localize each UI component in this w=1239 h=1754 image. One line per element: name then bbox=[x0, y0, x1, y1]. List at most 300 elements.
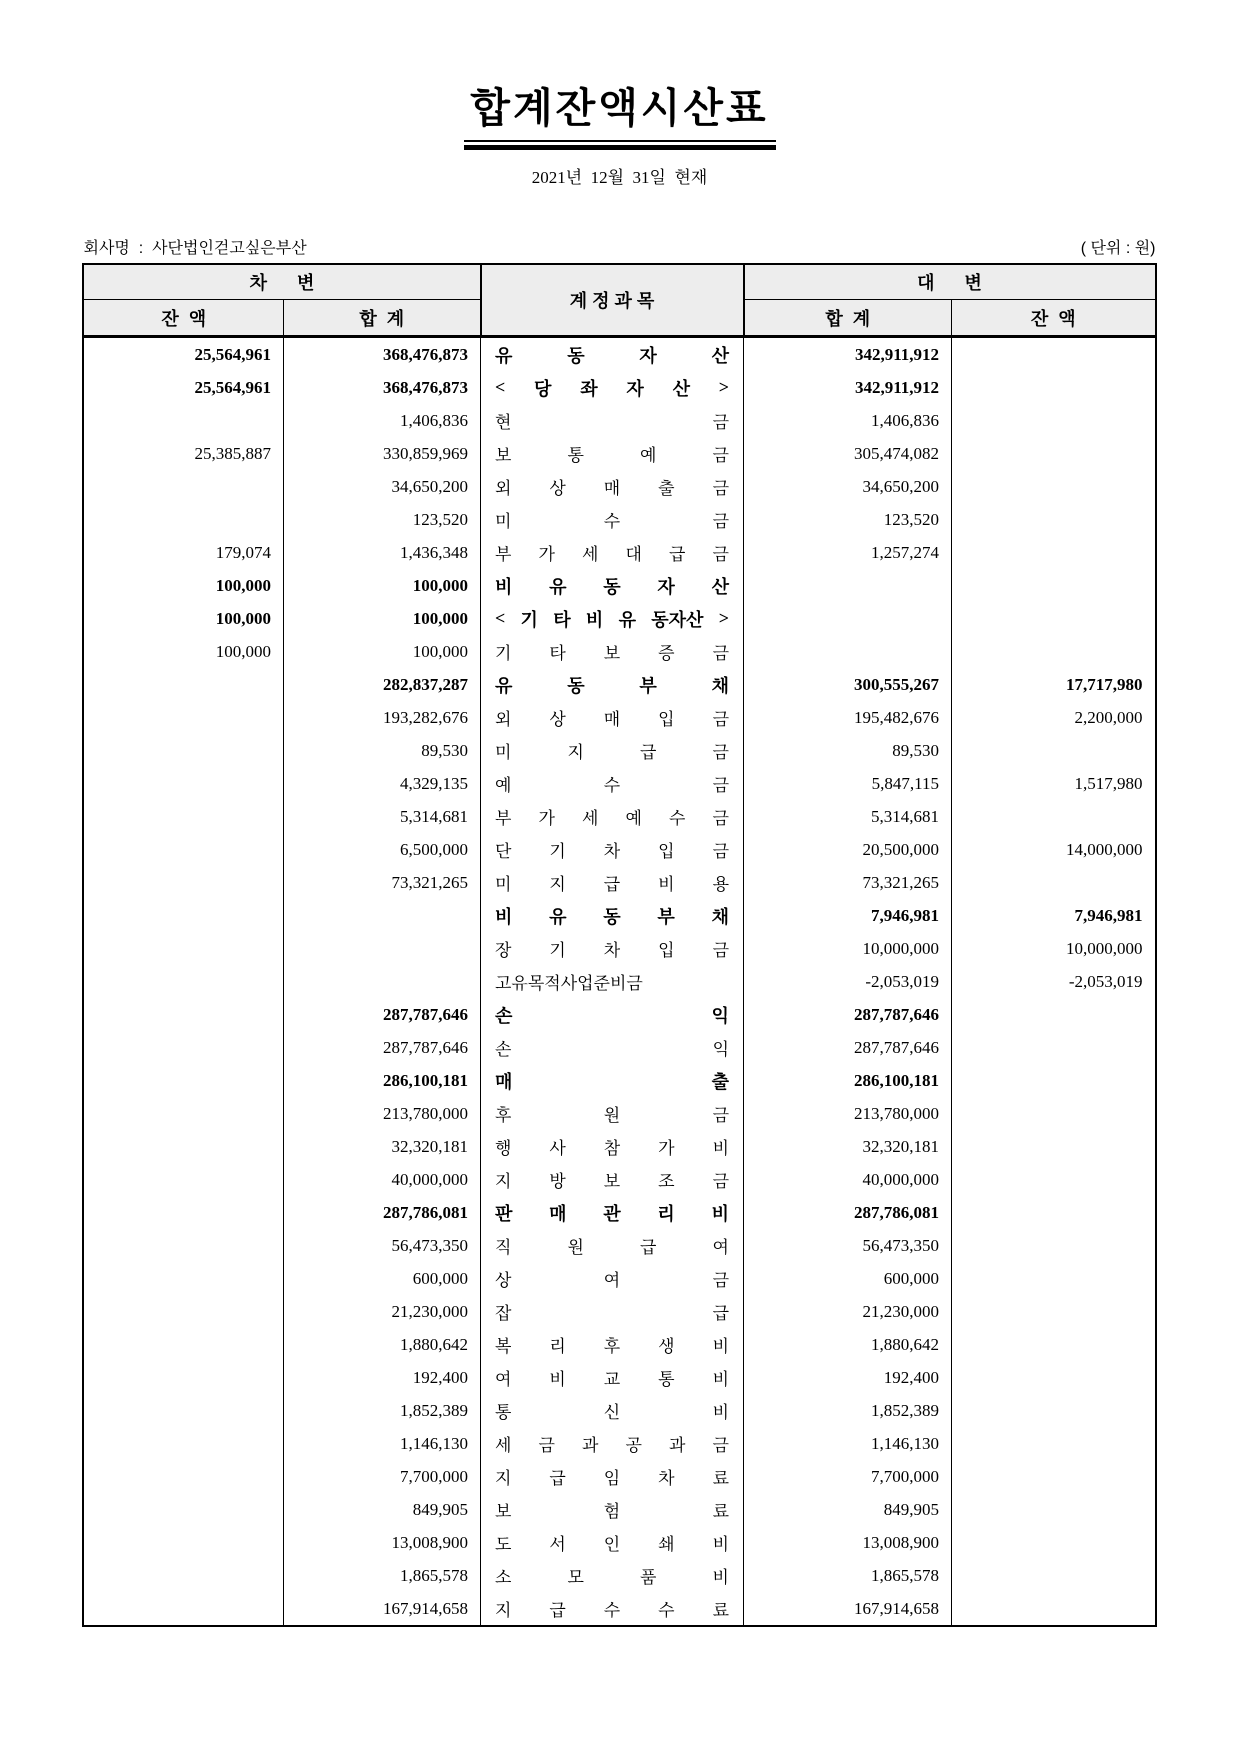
header-credit: 대 변 bbox=[744, 264, 1156, 300]
table-row bbox=[83, 602, 1155, 635]
account-name bbox=[495, 540, 729, 565]
cell-account bbox=[481, 635, 744, 668]
cell-credit-balance bbox=[952, 1361, 1156, 1394]
table-row bbox=[83, 833, 1155, 866]
cell-credit-total: 123,520 bbox=[744, 503, 952, 536]
account-char: 금 bbox=[712, 1106, 729, 1126]
account-char: 미 bbox=[495, 512, 512, 532]
header-debit-total: 합 계 bbox=[283, 300, 480, 337]
unit-label: ( 단위 : 원) bbox=[1080, 240, 1156, 258]
account-name bbox=[495, 1035, 729, 1060]
account-char: 서 bbox=[549, 1535, 566, 1555]
cell-debit-balance: 25,385,887 bbox=[83, 437, 283, 470]
account-char: 금 bbox=[712, 644, 729, 664]
table-row bbox=[83, 701, 1155, 734]
account-name bbox=[495, 1200, 729, 1226]
account-name bbox=[495, 1134, 729, 1159]
cell-credit-balance bbox=[952, 404, 1156, 437]
account-char: 매 bbox=[549, 1203, 567, 1224]
account-char: 금 bbox=[712, 1271, 729, 1291]
cell-credit-total: 1,406,836 bbox=[744, 404, 952, 437]
account-char: 세 bbox=[582, 545, 599, 565]
account-char: 타 bbox=[553, 609, 571, 630]
account-char: 보 bbox=[603, 644, 621, 664]
account-char: 손 bbox=[495, 1040, 512, 1060]
account-name bbox=[495, 408, 729, 433]
cell-debit-total: 330,859,969 bbox=[283, 437, 480, 470]
account-char: 비 bbox=[711, 1203, 729, 1224]
account-char: 금 bbox=[712, 1172, 729, 1192]
account-char: 비 bbox=[712, 1139, 729, 1159]
account-char: 금 bbox=[712, 545, 729, 565]
cell-debit-total: 100,000 bbox=[283, 569, 480, 602]
cell-credit-balance bbox=[952, 1394, 1156, 1427]
account-char: 원 bbox=[603, 1106, 621, 1126]
title-underline-thin bbox=[464, 140, 776, 142]
cell-debit-total: 1,865,578 bbox=[283, 1559, 480, 1592]
cell-credit-balance bbox=[952, 1592, 1156, 1626]
account-char: 여 bbox=[495, 1370, 512, 1390]
account-name bbox=[495, 837, 729, 862]
table-row bbox=[83, 503, 1155, 536]
account-char: 금 bbox=[538, 1436, 555, 1456]
table-header bbox=[83, 264, 1155, 337]
account-char: 소 bbox=[495, 1568, 512, 1588]
cell-account bbox=[481, 1130, 744, 1163]
cell-debit-total: 13,008,900 bbox=[283, 1526, 480, 1559]
header-credit-total: 합 계 bbox=[744, 300, 952, 337]
cell-account bbox=[481, 1163, 744, 1196]
cell-debit-balance bbox=[83, 866, 283, 899]
cell-credit-total: 73,321,265 bbox=[744, 866, 952, 899]
account-name bbox=[495, 804, 729, 829]
cell-credit-total: 849,905 bbox=[744, 1493, 952, 1526]
cell-debit-total bbox=[283, 965, 480, 998]
company-name-label: 회사명 : 사단법인걷고싶은부산 bbox=[83, 240, 307, 258]
title-underline bbox=[464, 140, 776, 150]
account-name bbox=[495, 342, 729, 368]
cell-debit-total: 34,650,200 bbox=[283, 470, 480, 503]
account-char: 예 bbox=[625, 809, 642, 829]
account-char: 유 bbox=[618, 609, 636, 630]
cell-debit-total: 6,500,000 bbox=[283, 833, 480, 866]
account-char: 금 bbox=[712, 842, 729, 862]
account-char: 유 bbox=[495, 345, 513, 366]
cell-account bbox=[481, 1196, 744, 1229]
account-char: 후 bbox=[495, 1106, 512, 1126]
cell-credit-balance bbox=[952, 569, 1156, 602]
account-char: 자 bbox=[626, 378, 644, 399]
cell-credit-balance bbox=[952, 1526, 1156, 1559]
cell-credit-total: 342,911,912 bbox=[744, 337, 952, 372]
table-row bbox=[83, 1328, 1155, 1361]
account-char: 상 bbox=[549, 710, 566, 730]
account-char: 공 bbox=[625, 1436, 642, 1456]
table-row bbox=[83, 1559, 1155, 1592]
account-char: 임 bbox=[603, 1469, 621, 1489]
table-row bbox=[83, 1526, 1155, 1559]
account-name bbox=[495, 441, 729, 466]
table-row bbox=[83, 1460, 1155, 1493]
account-char: 매 bbox=[495, 1071, 513, 1092]
cell-account bbox=[481, 701, 744, 734]
account-char: > bbox=[718, 377, 729, 398]
account-char: 급 bbox=[640, 1238, 657, 1258]
account-char: 과 bbox=[582, 1436, 599, 1456]
cell-credit-balance bbox=[952, 1328, 1156, 1361]
account-char: 지 bbox=[495, 1469, 512, 1489]
account-char: 통 bbox=[567, 446, 584, 466]
account-char: 미 bbox=[495, 875, 512, 895]
cell-credit-balance bbox=[952, 1493, 1156, 1526]
cell-credit-balance bbox=[952, 1031, 1156, 1064]
account-char: 금 bbox=[712, 512, 729, 532]
account-char: 현 bbox=[495, 413, 512, 433]
cell-debit-total: 849,905 bbox=[283, 1493, 480, 1526]
account-char: 보 bbox=[603, 1172, 621, 1192]
cell-debit-balance bbox=[83, 1361, 283, 1394]
cell-debit-balance: 100,000 bbox=[83, 635, 283, 668]
cell-credit-total: 300,555,267 bbox=[744, 668, 952, 701]
table-row bbox=[83, 1361, 1155, 1394]
account-name bbox=[495, 1365, 729, 1390]
cell-credit-total: 167,914,658 bbox=[744, 1592, 952, 1626]
cell-debit-total: 287,787,646 bbox=[283, 1031, 480, 1064]
account-char: 익 bbox=[712, 1040, 729, 1060]
table-body bbox=[83, 337, 1155, 1627]
account-name bbox=[495, 1497, 729, 1522]
account-char: 교 bbox=[603, 1370, 621, 1390]
cell-credit-total: 213,780,000 bbox=[744, 1097, 952, 1130]
account-char: 산 bbox=[672, 378, 690, 399]
account-char: 예 bbox=[495, 776, 512, 796]
cell-debit-balance bbox=[83, 1295, 283, 1328]
cell-debit-balance bbox=[83, 1427, 283, 1460]
cell-credit-total: 10,000,000 bbox=[744, 932, 952, 965]
account-char: 부 bbox=[495, 545, 512, 565]
cell-debit-total: 192,400 bbox=[283, 1361, 480, 1394]
cell-credit-total: -2,053,019 bbox=[744, 965, 952, 998]
account-char: 외 bbox=[495, 710, 512, 730]
cell-debit-balance bbox=[83, 1130, 283, 1163]
cell-debit-total: 40,000,000 bbox=[283, 1163, 480, 1196]
account-char: 기 bbox=[520, 609, 538, 630]
account-char: 산 bbox=[711, 345, 729, 366]
account-char: 채 bbox=[711, 675, 729, 696]
account-char: 수 bbox=[603, 1601, 621, 1621]
cell-credit-total: 192,400 bbox=[744, 1361, 952, 1394]
account-name bbox=[495, 1332, 729, 1357]
account-char: 유 bbox=[495, 675, 513, 696]
account-char: 기 bbox=[549, 941, 566, 961]
account-char: 지 bbox=[495, 1172, 512, 1192]
account-char: 매 bbox=[603, 710, 621, 730]
cell-credit-balance bbox=[952, 998, 1156, 1031]
cell-debit-total: 7,700,000 bbox=[283, 1460, 480, 1493]
account-char: 통 bbox=[658, 1370, 675, 1390]
table-row bbox=[83, 437, 1155, 470]
cell-debit-balance bbox=[83, 1328, 283, 1361]
trial-balance-table bbox=[82, 263, 1156, 1627]
account-name bbox=[495, 969, 729, 994]
account-char: 세 bbox=[582, 809, 599, 829]
account-char: 가 bbox=[538, 545, 555, 565]
account-char: 급 bbox=[669, 545, 686, 565]
cell-debit-balance bbox=[83, 1559, 283, 1592]
cell-account bbox=[481, 833, 744, 866]
cell-debit-balance bbox=[83, 1262, 283, 1295]
cell-debit-total: 1,436,348 bbox=[283, 536, 480, 569]
table-row bbox=[83, 337, 1155, 372]
account-char: 여 bbox=[603, 1271, 621, 1291]
cell-credit-balance: 1,517,980 bbox=[952, 767, 1156, 800]
cell-debit-balance bbox=[83, 1526, 283, 1559]
account-char: 차 bbox=[603, 842, 621, 862]
cell-credit-balance bbox=[952, 1064, 1156, 1097]
cell-account bbox=[481, 470, 744, 503]
table-row bbox=[83, 371, 1155, 404]
cell-credit-total: 287,787,646 bbox=[744, 1031, 952, 1064]
account-name bbox=[495, 1167, 729, 1192]
cell-debit-balance bbox=[83, 470, 283, 503]
cell-credit-total: 1,880,642 bbox=[744, 1328, 952, 1361]
account-name bbox=[495, 1068, 729, 1094]
account-char: 상 bbox=[495, 1271, 512, 1291]
account-char: 보 bbox=[495, 446, 512, 466]
cell-credit-total: 287,787,646 bbox=[744, 998, 952, 1031]
account-char: 동 bbox=[567, 345, 585, 366]
cell-debit-balance bbox=[83, 404, 283, 437]
cell-debit-balance: 179,074 bbox=[83, 536, 283, 569]
table-row bbox=[83, 635, 1155, 668]
account-char: 료 bbox=[712, 1502, 729, 1522]
cell-account bbox=[481, 1064, 744, 1097]
cell-account bbox=[481, 734, 744, 767]
account-char: 지 bbox=[567, 743, 584, 763]
table-row bbox=[83, 1064, 1155, 1097]
table-row bbox=[83, 404, 1155, 437]
account-name bbox=[495, 474, 729, 499]
account-char: 인 bbox=[603, 1535, 621, 1555]
cell-debit-total: 123,520 bbox=[283, 503, 480, 536]
cell-debit-balance: 25,564,961 bbox=[83, 371, 283, 404]
account-char: 료 bbox=[712, 1469, 729, 1489]
cell-account bbox=[481, 866, 744, 899]
table-row bbox=[83, 1130, 1155, 1163]
cell-debit-total: 100,000 bbox=[283, 635, 480, 668]
account-name bbox=[495, 936, 729, 961]
account-char: 금 bbox=[712, 776, 729, 796]
cell-debit-balance bbox=[83, 1493, 283, 1526]
cell-debit-total: 193,282,676 bbox=[283, 701, 480, 734]
cell-credit-total: 20,500,000 bbox=[744, 833, 952, 866]
account-char: 출 bbox=[711, 1071, 729, 1092]
account-char: 금 bbox=[712, 446, 729, 466]
table-row bbox=[83, 1163, 1155, 1196]
account-char: 금 bbox=[712, 743, 729, 763]
table-row bbox=[83, 899, 1155, 932]
cell-debit-balance bbox=[83, 833, 283, 866]
account-char: 자 bbox=[657, 576, 675, 597]
cell-account bbox=[481, 536, 744, 569]
account-name bbox=[495, 1596, 729, 1621]
account-char: 차 bbox=[603, 941, 621, 961]
account-name bbox=[495, 639, 729, 664]
cell-debit-total: 282,837,287 bbox=[283, 668, 480, 701]
cell-credit-total bbox=[744, 602, 952, 635]
account-char: 지 bbox=[495, 1601, 512, 1621]
account-char: < bbox=[495, 608, 506, 629]
account-char: 비 bbox=[549, 1370, 566, 1390]
cell-credit-balance bbox=[952, 503, 1156, 536]
account-name bbox=[495, 771, 729, 796]
account-char: 장 bbox=[495, 941, 512, 961]
cell-debit-total: 56,473,350 bbox=[283, 1229, 480, 1262]
cell-credit-total: 287,786,081 bbox=[744, 1196, 952, 1229]
cell-account bbox=[481, 1097, 744, 1130]
cell-credit-balance bbox=[952, 470, 1156, 503]
header-account: 계 정 과 목 bbox=[481, 264, 744, 337]
table-row bbox=[83, 1262, 1155, 1295]
cell-debit-balance: 25,564,961 bbox=[83, 337, 283, 372]
account-char: 모 bbox=[567, 1568, 584, 1588]
account-char: 채 bbox=[711, 906, 729, 927]
account-char: 금 bbox=[712, 1436, 729, 1456]
account-name bbox=[495, 1431, 729, 1456]
cell-credit-balance: 14,000,000 bbox=[952, 833, 1156, 866]
cell-credit-balance: -2,053,019 bbox=[952, 965, 1156, 998]
account-char: 비 bbox=[712, 1337, 729, 1357]
cell-credit-balance bbox=[952, 602, 1156, 635]
account-char: 잡 bbox=[495, 1304, 512, 1324]
cell-account bbox=[481, 1262, 744, 1295]
account-char: 보 bbox=[495, 1502, 512, 1522]
table-row bbox=[83, 536, 1155, 569]
table-row bbox=[83, 734, 1155, 767]
account-char: 판 bbox=[495, 1203, 513, 1224]
table-row bbox=[83, 569, 1155, 602]
cell-credit-total: 34,650,200 bbox=[744, 470, 952, 503]
account-char: 금 bbox=[712, 941, 729, 961]
account-char: 익 bbox=[711, 1005, 729, 1026]
cell-account bbox=[481, 932, 744, 965]
account-char: 금 bbox=[712, 413, 729, 433]
account-char: 품 bbox=[640, 1568, 657, 1588]
cell-credit-balance bbox=[952, 371, 1156, 404]
account-char: 입 bbox=[658, 941, 675, 961]
account-char: 동 bbox=[567, 675, 585, 696]
cell-debit-total: 89,530 bbox=[283, 734, 480, 767]
account-name bbox=[495, 375, 729, 401]
account-char: 급 bbox=[603, 875, 621, 895]
table-row bbox=[83, 1229, 1155, 1262]
cell-credit-total: 7,700,000 bbox=[744, 1460, 952, 1493]
account-char: 수 bbox=[669, 809, 686, 829]
account-char: 쇄 bbox=[658, 1535, 675, 1555]
account-char: 료 bbox=[712, 1601, 729, 1621]
account-char: 급 bbox=[549, 1469, 566, 1489]
account-char: 입 bbox=[658, 710, 675, 730]
cell-account bbox=[481, 1328, 744, 1361]
cell-account bbox=[481, 371, 744, 404]
cell-debit-balance bbox=[83, 1592, 283, 1626]
account-char: 조 bbox=[658, 1172, 675, 1192]
cell-credit-balance: 2,200,000 bbox=[952, 701, 1156, 734]
cell-account bbox=[481, 1229, 744, 1262]
account-char: 신 bbox=[603, 1403, 621, 1423]
account-char: 후 bbox=[603, 1337, 621, 1357]
account-char: 급 bbox=[712, 1304, 729, 1324]
cell-account bbox=[481, 569, 744, 602]
table-row bbox=[83, 1493, 1155, 1526]
cell-debit-total: 287,787,646 bbox=[283, 998, 480, 1031]
cell-credit-total: 40,000,000 bbox=[744, 1163, 952, 1196]
cell-credit-balance bbox=[952, 1460, 1156, 1493]
account-char: 좌 bbox=[580, 378, 598, 399]
cell-debit-total: 368,476,873 bbox=[283, 371, 480, 404]
cell-credit-balance bbox=[952, 1262, 1156, 1295]
cell-credit-balance bbox=[952, 1559, 1156, 1592]
account-name bbox=[495, 1101, 729, 1126]
cell-credit-total: 1,865,578 bbox=[744, 1559, 952, 1592]
cell-debit-total bbox=[283, 932, 480, 965]
account-char: 기 bbox=[495, 644, 512, 664]
account-char: 지 bbox=[549, 875, 566, 895]
account-char: 리 bbox=[549, 1337, 566, 1357]
cell-debit-balance bbox=[83, 767, 283, 800]
table-row bbox=[83, 1592, 1155, 1626]
cell-credit-balance: 17,717,980 bbox=[952, 668, 1156, 701]
cell-credit-total: 1,257,274 bbox=[744, 536, 952, 569]
account-char: 매 bbox=[603, 479, 621, 499]
cell-credit-balance: 7,946,981 bbox=[952, 899, 1156, 932]
account-char: 비 bbox=[658, 875, 675, 895]
cell-debit-balance bbox=[83, 668, 283, 701]
cell-debit-balance bbox=[83, 1196, 283, 1229]
account-char: 방 bbox=[549, 1172, 566, 1192]
table-row bbox=[83, 800, 1155, 833]
account-name bbox=[495, 1563, 729, 1588]
account-char: 비 bbox=[712, 1370, 729, 1390]
cell-debit-total: 4,329,135 bbox=[283, 767, 480, 800]
cell-account bbox=[481, 337, 744, 372]
cell-account bbox=[481, 1526, 744, 1559]
account-char: 여 bbox=[712, 1238, 729, 1258]
cell-account bbox=[481, 1394, 744, 1427]
account-char: < bbox=[495, 377, 506, 398]
account-char: 생 bbox=[658, 1337, 675, 1357]
cell-credit-balance bbox=[952, 866, 1156, 899]
cell-credit-total: 5,314,681 bbox=[744, 800, 952, 833]
account-char: 과 bbox=[669, 1436, 686, 1456]
account-name bbox=[495, 573, 729, 599]
account-char: 단 bbox=[495, 842, 512, 862]
account-char: 유 bbox=[549, 576, 567, 597]
account-char: 대 bbox=[625, 545, 642, 565]
cell-debit-total: 1,852,389 bbox=[283, 1394, 480, 1427]
account-name bbox=[495, 870, 729, 895]
header-debit-balance: 잔 액 bbox=[83, 300, 283, 337]
cell-debit-total: 5,314,681 bbox=[283, 800, 480, 833]
meta-row bbox=[84, 235, 1156, 258]
cell-account bbox=[481, 1295, 744, 1328]
account-char: 가 bbox=[658, 1139, 675, 1159]
cell-account bbox=[481, 1427, 744, 1460]
cell-credit-balance bbox=[952, 800, 1156, 833]
account-char: 도 bbox=[495, 1535, 512, 1555]
account-char: 미 bbox=[495, 743, 512, 763]
cell-debit-balance bbox=[83, 1163, 283, 1196]
